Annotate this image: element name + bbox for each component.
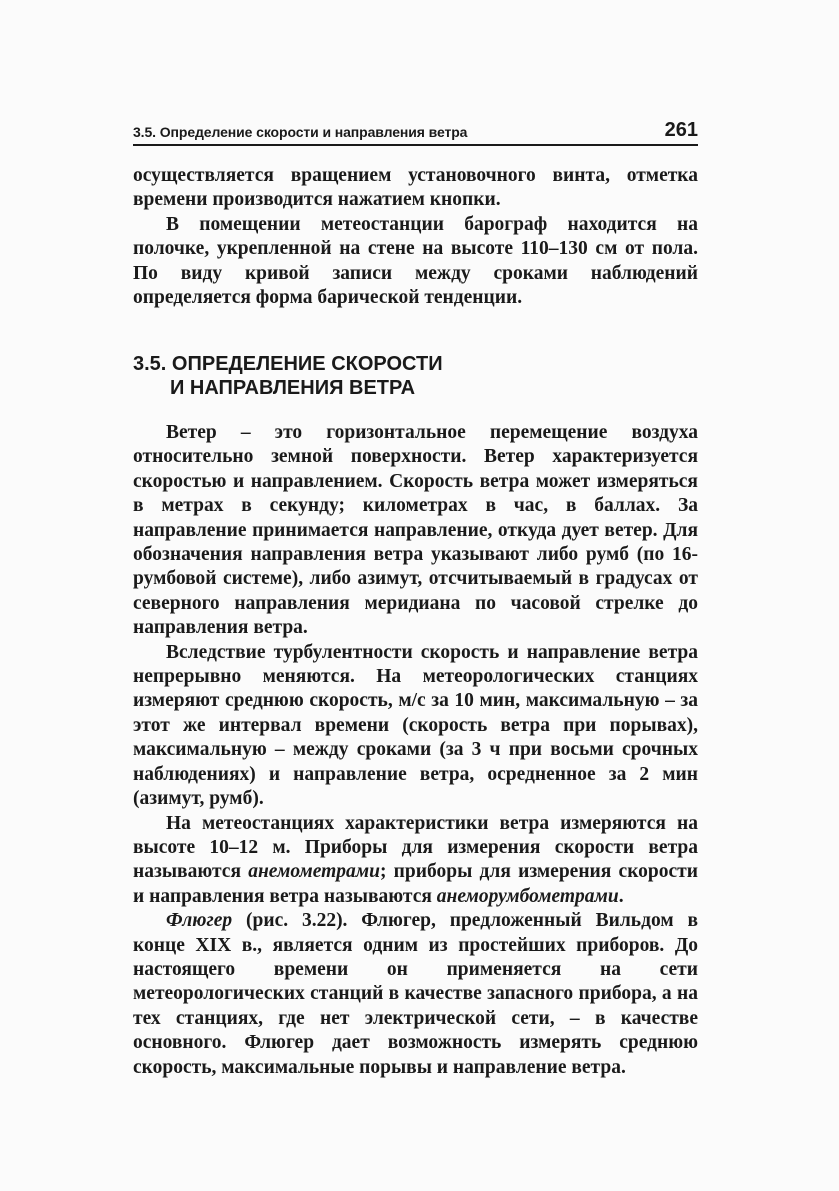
section-heading-line1: 3.5. ОПРЕДЕЛЕНИЕ СКОРОСТИ: [133, 353, 443, 375]
running-header: [133, 118, 698, 146]
instruments-text-3: .: [618, 885, 624, 907]
paragraph-wind-definition: Ветер – это горизонтальное перемещение воздуха относительно земной поверхности. Ветер характеризуется скоростью и направлением. Скорость ветра может измеряться в метрах в секунду; километрах в час, в баллах. За направление принимается направление, откуда дует ветер. Для обозначения направления ветра указывают либо румб (по 16-румбовой системе), либо азимут, отсчитываемый в градусах от северного направления меридиана по часовой стрелке до направления ветра.: [133, 422, 698, 639]
weathervane-text: (рис. 3.22). Флюгер, предложенный Вильдом в конце XIX в., является одним из простейших приборов. До настоящего времени он применяется на сети метеорологических станций в качестве запасного прибора, а на тех станциях, где нет электрической сети, – в качестве основного. Флюгер дает возможность измерять среднюю скорость, максимальные порывы и направление ветра.: [133, 910, 698, 1078]
instruments-text-2: ; приборы для измерения скорости и направления ветра называются: [133, 861, 698, 907]
text-block-top: [133, 164, 698, 310]
paragraph-weathervane: [133, 909, 698, 1080]
paragraph-instruments: [133, 812, 698, 910]
paragraph-barograph: В помещении метеостанции барограф находится на полочке, укрепленной на стене на высоте 110–130 см от пола. По виду кривой записи между сроками наблюдений определяется форма барической тенденции.: [133, 213, 698, 309]
running-title: 3.5. Определение скорости и направления ветра: [133, 124, 468, 140]
text-block-main: [133, 421, 698, 1080]
section-heading-line2: И НАПРАВЛЕНИЯ ВЕТРА: [170, 377, 416, 399]
term-weathervane: Флюгер: [166, 910, 233, 932]
paragraph-continuation: осуществляется вращением установочного винта, отметка времени производится нажатием кнопки.: [133, 165, 698, 211]
term-anemorumbometers: анеморумбометрами: [436, 885, 619, 907]
paragraph-turbulence: Вследствие турбулентности скорость и направление ветра непрерывно меняются. На метеорологических станциях измеряют среднюю скорость, м/с за 10 мин, максимальную – за этот же интервал времени (скорость ветра при порывах), максимальную – между сроками (за 3 ч при восьми срочных наблюдениях) и направление ветра, осредненное за 2 мин (азимут, румб).: [133, 641, 698, 810]
term-anemometers: анемометрами: [248, 861, 380, 883]
instruments-text-1: На метеостанциях характеристики ветра измеряются на высоте 10–12 м. Приборы для измерения скорости ветра называются: [133, 812, 698, 883]
page-number: 261: [664, 119, 698, 141]
section-heading: [133, 352, 698, 400]
